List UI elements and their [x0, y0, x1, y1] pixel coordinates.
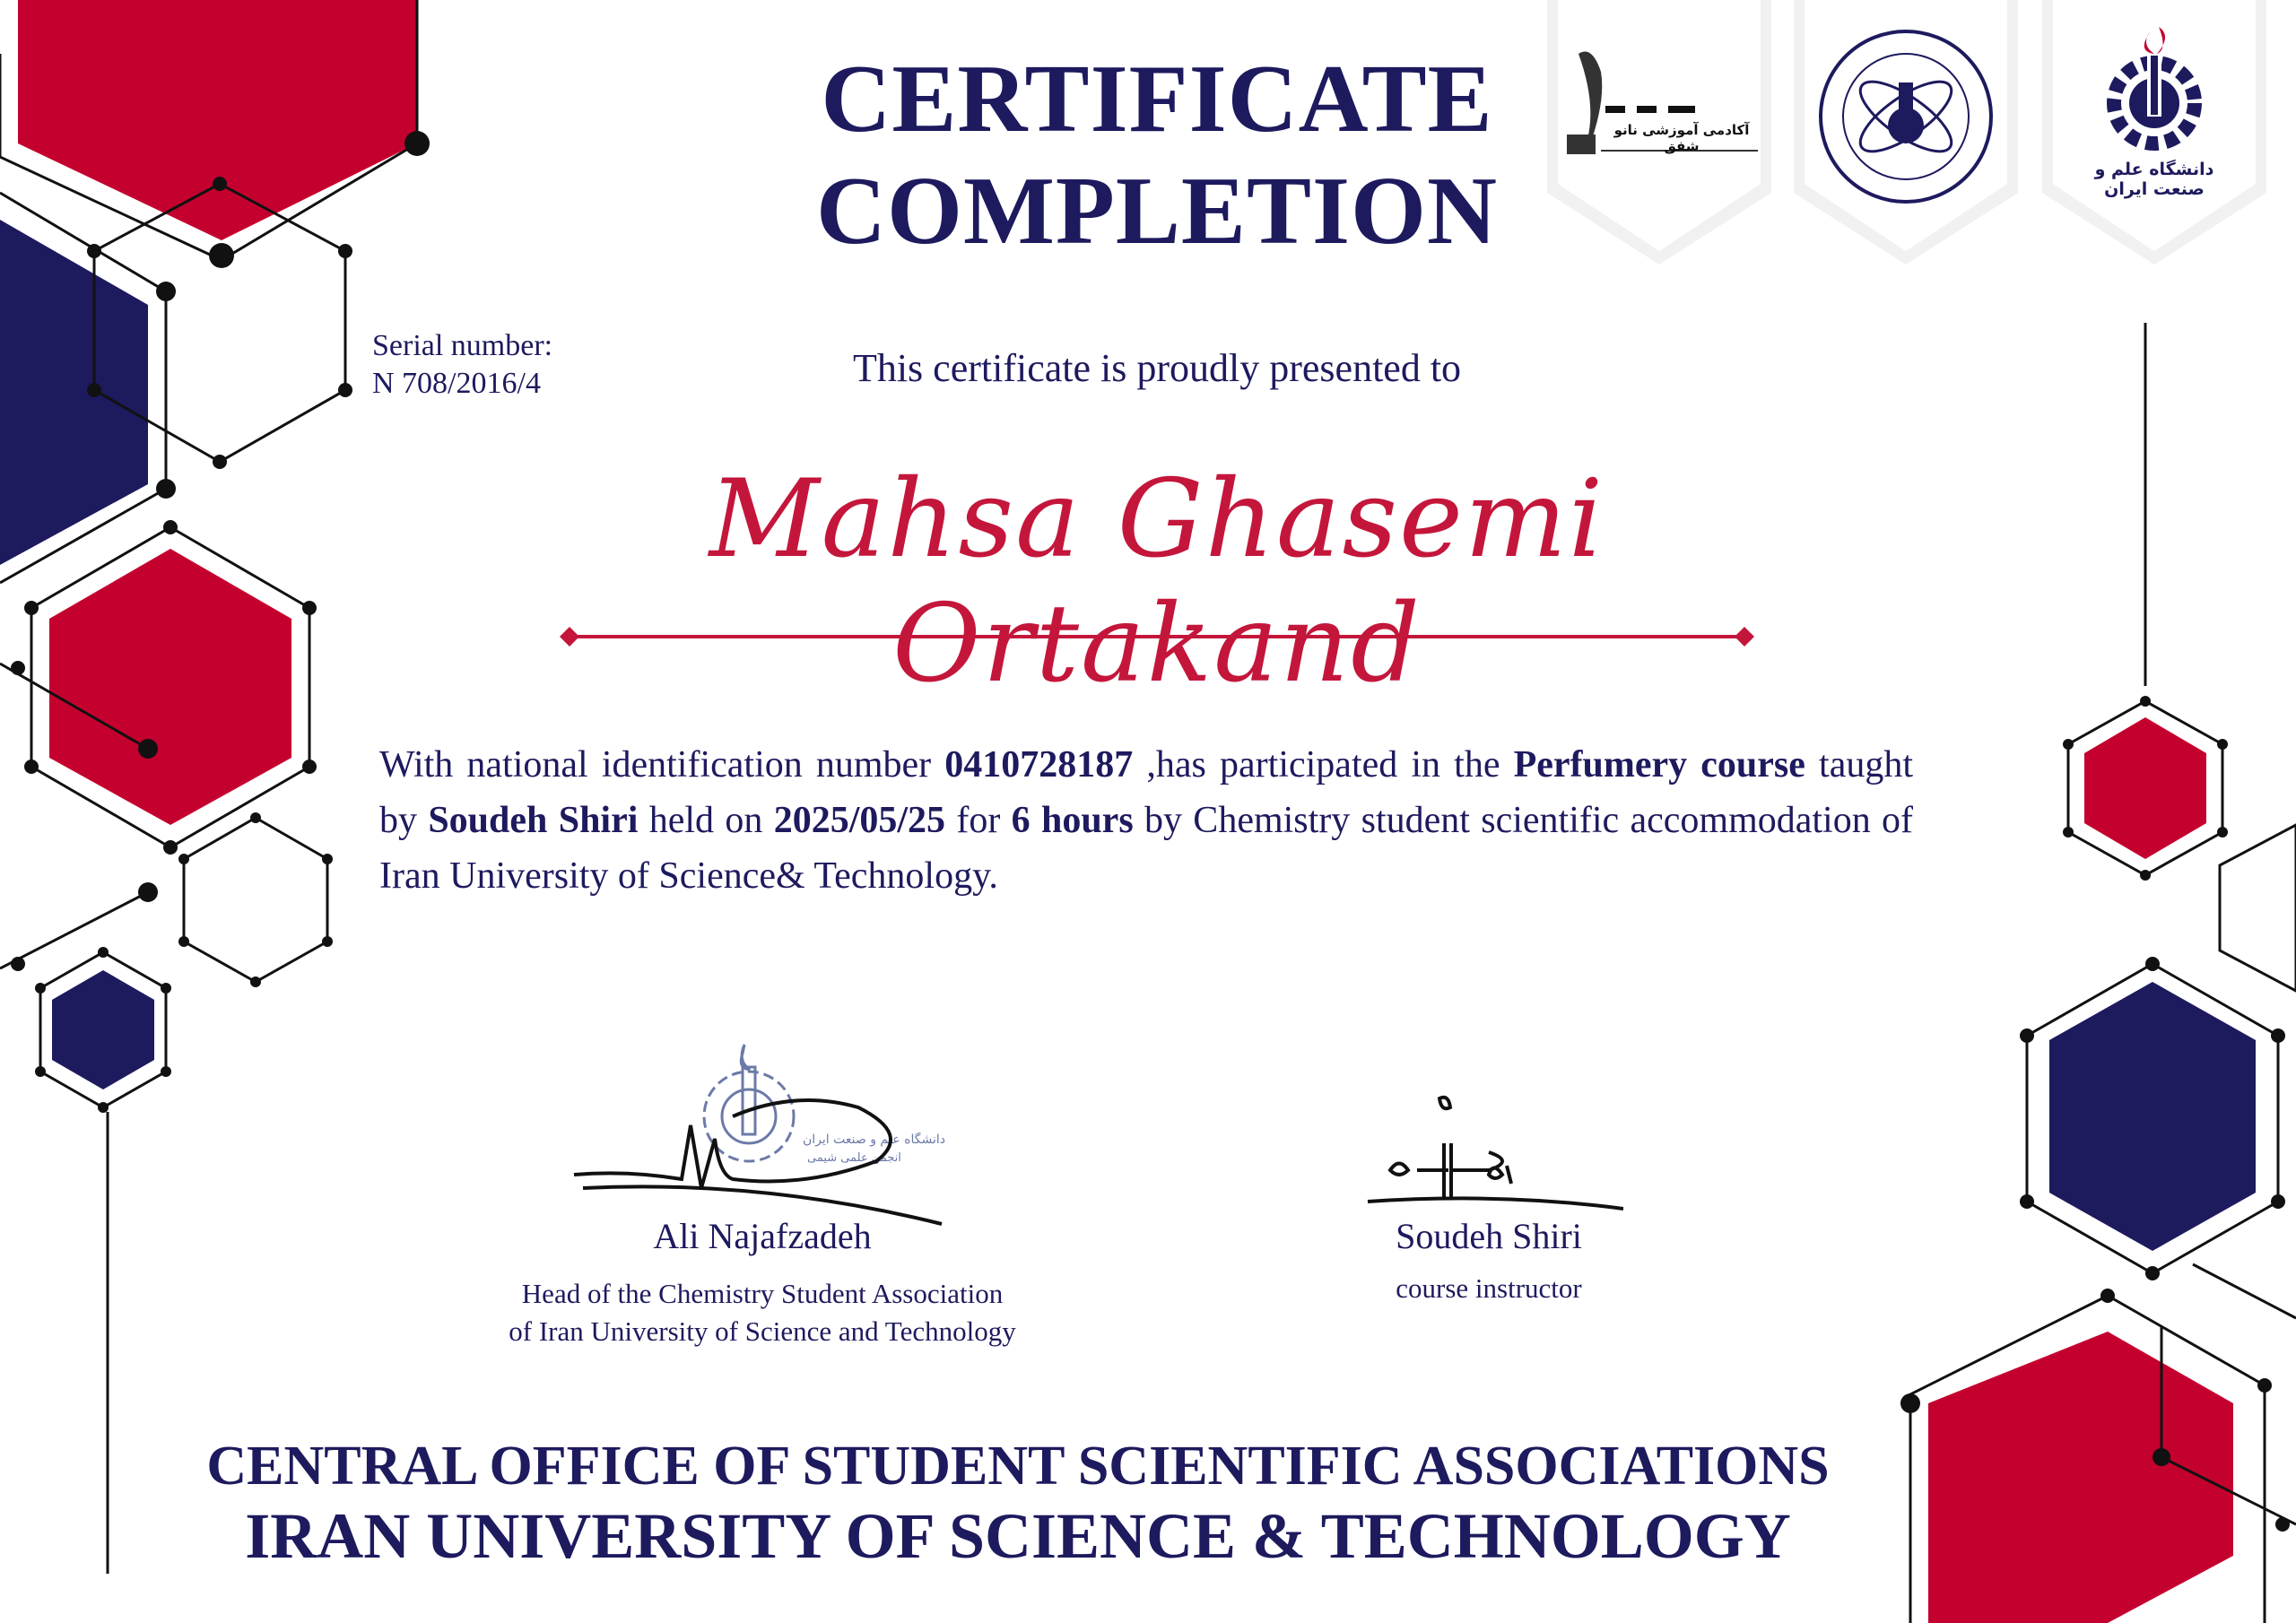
left-signer-role-line2: of Iran University of Science and Technology [509, 1315, 1016, 1347]
seal-text-1: دانشگاه علم و صنعت ایران [803, 1133, 946, 1147]
course-date: 2025/05/25 [773, 800, 946, 841]
academy-logo-badge [1547, 0, 1771, 269]
university-logo-badge [2042, 0, 2266, 269]
university-logo-text: دانشگاه علم و صنعت ایران [2094, 160, 2214, 199]
university-logo-icon [2042, 0, 2266, 269]
left-signer-role [430, 1275, 1094, 1350]
seal-text-2: انجمن علمی شیمی [807, 1151, 901, 1165]
certificate-title-line1: CERTIFICATE [821, 46, 1493, 152]
academy-logo-text: آکادمی آموزشی نانو شفق [1613, 122, 1750, 154]
body-text-5: for [945, 800, 1012, 841]
scientific-society-logo-icon [1794, 0, 2018, 269]
course-duration: 6 hours [1011, 800, 1134, 841]
scientific-society-logo-badge [1794, 0, 2018, 269]
presented-to-text: This certificate is proudly presented to [852, 346, 1462, 390]
footer-university-line: IRAN UNIVERSITY OF SCIENCE & TECHNOLOGY [245, 1500, 1791, 1572]
national-id: 0410728187 [944, 744, 1134, 785]
instructor-signature [1354, 1085, 1623, 1219]
recipient-name: Mahsa Ghasemi Ortakand [709, 457, 1605, 707]
right-signer-name: Soudeh Shiri [1396, 1216, 1582, 1256]
body-text-1: With national identification number [379, 744, 945, 785]
footer-office-line: CENTRAL OFFICE OF STUDENT SCIENTIFIC ASSOCIATIONS [206, 1436, 1830, 1497]
instructor-name: Soudeh Shiri [428, 800, 639, 841]
body-text-6: by Chemistry student scientific accommodation of Iran University of Science& Technology. [379, 800, 1914, 897]
serial-number-label: Serial number: [372, 329, 553, 362]
serial-number-block [372, 327, 552, 403]
left-signer-role-line1: Head of the Chemistry Student Association [521, 1278, 1004, 1309]
left-signer-name: Ali Najafzadeh [653, 1216, 872, 1256]
body-text-4: held on [638, 800, 774, 841]
body-text-2: ,has participated in the [1133, 744, 1514, 785]
right-signer-role: course instructor [1396, 1272, 1582, 1304]
course-name: Perfumery course [1513, 744, 1805, 785]
serial-number-value: N 708/2016/4 [372, 367, 541, 400]
body-text-3: taught by [379, 744, 1914, 841]
name-underline-divider [556, 623, 1758, 650]
certificate-body-text [379, 737, 1913, 904]
certificate-title-line2: COMPLETION [815, 158, 1499, 265]
